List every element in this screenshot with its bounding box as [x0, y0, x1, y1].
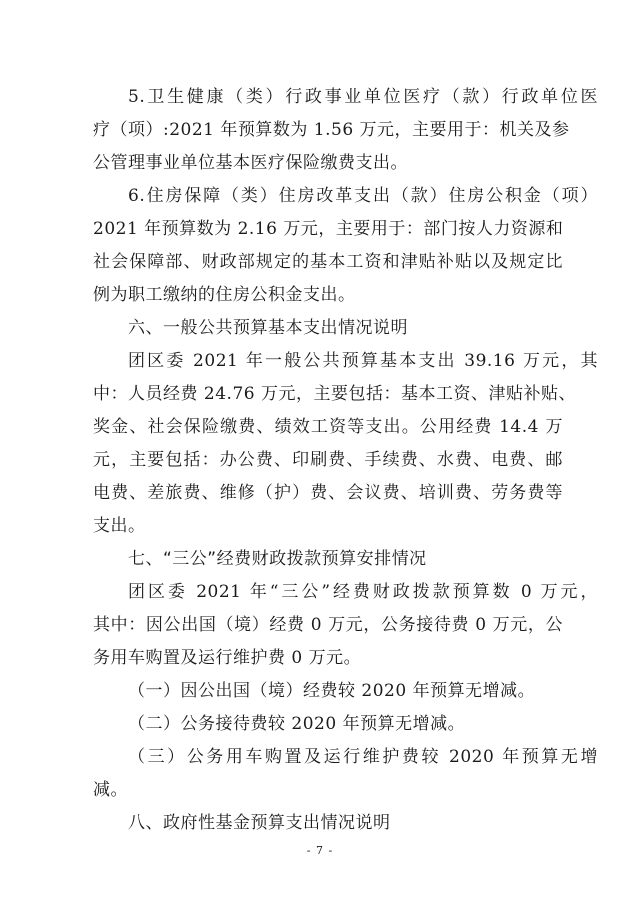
heading-three-public-funds: 七、“三公”经费财政拨款预算安排情况: [128, 549, 427, 569]
para-6-line-3: 奖金、社会保险缴费、绩效工资等支出。公用经费 14.4 万: [93, 417, 563, 437]
para-6-line-4: 元，主要包括：办公费、印刷费、手续费、水费、电费、邮: [93, 450, 563, 470]
para-6-line-1: 团区委 2021 年一般公共预算基本支出 39.16 万元，其: [128, 351, 598, 371]
para-6-line-2: 中：人员经费 24.76 万元，主要包括：基本工资、津贴补贴、: [93, 384, 576, 404]
item-overseas-travel: （一）因公出国（境）经费较 2020 年预算无增减。: [128, 681, 536, 701]
item-vehicle-line-2: 减。: [93, 780, 128, 800]
section-6-line-2: 2021 年预算数为 2.16 万元，主要用于：部门按人力资源和: [93, 219, 564, 239]
para-6-line-5: 电费、差旅费、维修（护）费、会议费、培训费、劳务费等: [93, 483, 563, 503]
section-5-line-1: 5.卫生健康（类）行政事业单位医疗（款）行政单位医: [128, 87, 598, 107]
section-5-line-2: 疗（项）:2021 年预算数为 1.56 万元，主要用于：机关及参: [93, 120, 570, 140]
heading-government-fund: 八、政府性基金预算支出情况说明: [128, 813, 391, 833]
section-6-line-1: 6.住房保障（类）住房改革支出（款）住房公积金（项）: [128, 186, 598, 206]
page-number: - 7 -: [306, 844, 334, 857]
section-5-line-3: 公管理事业单位基本医疗保险缴费支出。: [93, 153, 408, 173]
section-6-line-3: 社会保障部、财政部规定的基本工资和津贴补贴以及规定比: [93, 252, 563, 272]
item-vehicle-line-1: （三）公务用车购置及运行维护费较 2020 年预算无增: [128, 747, 598, 767]
heading-basic-expenditure: 六、一般公共预算基本支出情况说明: [128, 318, 408, 338]
para-7-line-2: 其中：因公出国（境）经费 0 万元，公务接待费 0 万元，公: [93, 615, 563, 635]
section-6-line-4: 例为职工缴纳的住房公积金支出。: [93, 285, 356, 305]
para-6-line-6: 支出。: [93, 516, 146, 536]
item-reception: （二）公务接待费较 2020 年预算无增减。: [128, 714, 466, 734]
para-7-line-1: 团区委 2021 年“三公”经费财政拨款预算数 0 万元，: [128, 582, 598, 602]
para-7-line-3: 务用车购置及运行维护费 0 万元。: [93, 648, 362, 668]
